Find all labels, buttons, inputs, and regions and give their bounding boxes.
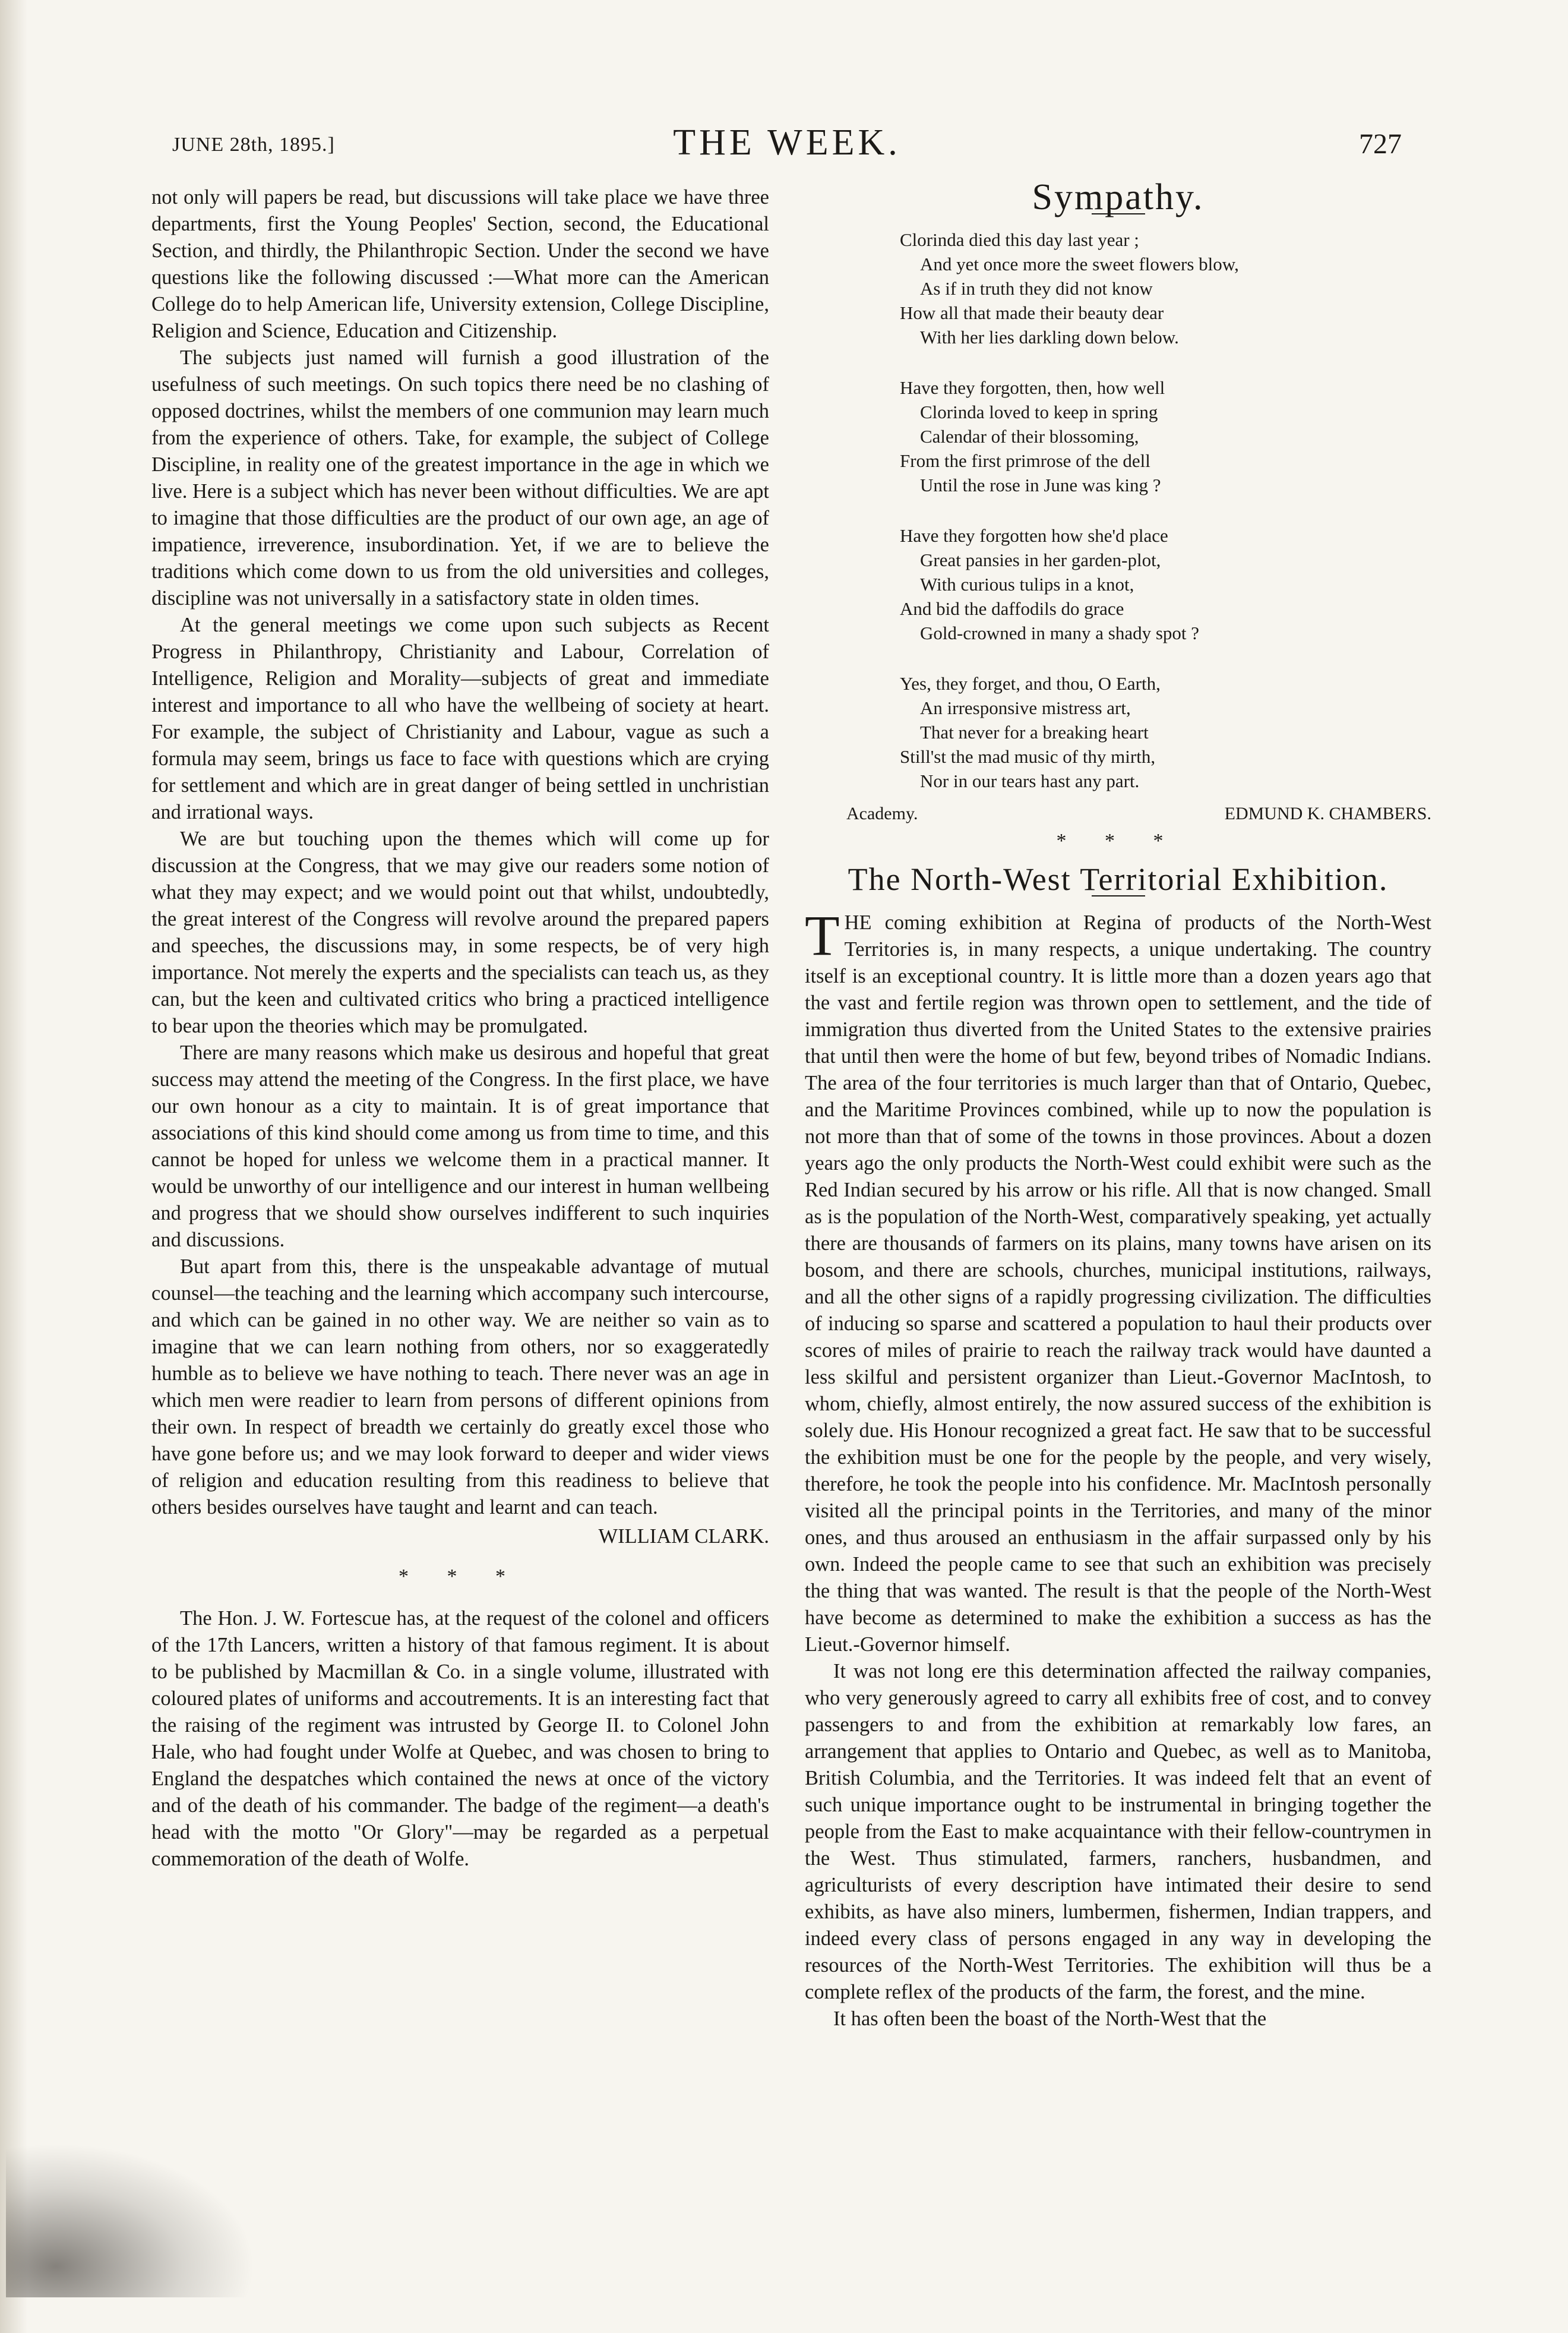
paragraph: We are but touching upon the themes which will come up for discussion at the Congress, that we may give our readers some notion of what they may expect; and we would point out that whilst, undoubtedly, the great interest of the Congress will revolve around the prepared papers and speeches, the discussions may, in some respects, be of very high importance. Not merely the experts and the specialists can teach us, as they can, but the keen and cultivated critics who bring a practiced intelligence to bear upon the theories which may be promulgated. bbox=[151, 828, 769, 1037]
issue-date: JUNE 28th, 1895.] bbox=[172, 134, 335, 156]
paragraph: At the general meetings we come upon such subjects as Recent Progress in Philanthropy, Christianity and Labour, Correlation of Intelligence, Religion and Morality—subjects of great and immediate interest and importance to all who have the wellbeing of society at heart. For example, the subject of Christianity and Labour, vague as such a formula may seem, brings us face to face with questions which are crying for settlement and which are in great danger of being settled in unchristian and irrational ways. bbox=[151, 614, 769, 823]
poem-line: From the first primrose of the dell bbox=[900, 450, 1150, 471]
paragraph: But apart from this, there is the unspeakable advantage of mutual counsel—the teaching and the learning which accompany such intercourse, and which can be gained in no other way. We are neither so vain as to imagine that we can learn nothing from others, nor so exaggeratedly humble as to believe we have nothing to teach. There never was an age in which men were readier to learn from persons of different opinions from their own. In respect of breadth we certainly do greatly excel those who have gone before us; and we may look forward to deeper and wider views of religion and education resulting from this readiness to believe that others besides ourselves have taught and learnt and can teach. bbox=[151, 1255, 769, 1518]
poem-line: With curious tulips in a knot, bbox=[920, 574, 1134, 595]
poem-line: Have they forgotten how she'd place bbox=[900, 525, 1168, 546]
section-separator: * * * bbox=[399, 1565, 522, 1587]
poem-line: Gold-crowned in many a shady spot ? bbox=[920, 623, 1200, 643]
poem-line: Until the rose in June was king ? bbox=[920, 475, 1161, 495]
article-first-paragraph bbox=[805, 904, 1431, 1658]
running-header bbox=[172, 122, 1402, 169]
first-paragraph-text: HE coming exhibition at Regina of products of the North-West Territories is, in many respects, a unique undertaking. The country itself is an exceptional country. It is little more than a dozen years ago that the vast and fertile region was thrown open to settlement, and the tide of immigration thus diverted from the United States to the extensive prairies that until then were the home of but few, beyond tribes of Nomadic Indians. The area of the four territories is much larger than that of Ontario, Quebec, and the Maritime Provinces combined, while up to now the population is not more than that of some of the towns in those provinces. About a dozen years ago the only products the North-West could exhibit were such as the Red Indian secured by his arrow or his rifle. All that is now changed. Small as is the population of the North-West, comparatively speaking, yet actually there are thousands of farmers on its plains, many towns have arisen on its bosom, and there are schools, churches, municipal institutions, railways, and all the other signs of a rapidly progressing civilization. The difficulties of inducing so sparse and scattered a population to haul their products over scores of miles of prairie to reach the railway track would have daunted a less skilful and persistent organizer than Lieut.-Governor MacIntosh, to whom, chiefly, almost entirely, the now assured success of the exhibition is solely due. His Honour recognized a great fact. He saw that to be successful the exhibition must be one for the people by the people, and very wisely, therefore, he took the people into his confidence. Mr. MacIntosh personally visited all the principal points in the Territories, and many of the minor ones, and thus aroused an enthusiasm in the affair surpassed only by his own. Indeed the people came to see that such an exhibition was precisely the thing that was wanted. The result is that the people of the North-West have become as determined to make the exhibition a success as has the Lieut.-Governor himself. bbox=[805, 911, 1431, 1656]
poem-line: How all that made their beauty dear bbox=[900, 302, 1164, 323]
paragraph: The subjects just named will furnish a good illustration of the usefulness of such meetings. On such topics there need be no clashing of opposed doctrines, whilst the members of one communion may learn much from the experience of others. Take, for example, the subject of College Discipline, in reality one of the greatest importance in the age in which we live. Here is a subject which has never been without difficulties. We are apt to imagine that those difficulties are the product of our own age, an age of impatience, irreverence, insubordination. Yet, if we are to believe the traditions which come down to us from the old universities and colleges, discipline was not universally in a satisfactory state in olden times. bbox=[151, 346, 769, 610]
poem-body bbox=[900, 228, 1431, 793]
ink-smudge bbox=[6, 2143, 255, 2297]
drop-cap: T bbox=[805, 904, 840, 967]
section-separator: * * * bbox=[1056, 830, 1180, 852]
poem-stanza bbox=[900, 671, 1431, 793]
publication-title: THE WEEK. bbox=[673, 122, 901, 163]
poem-title: Sympathy. bbox=[1032, 177, 1205, 217]
poem-stanza bbox=[900, 523, 1431, 645]
poem-line: And yet once more the sweet flowers blow, bbox=[920, 254, 1239, 274]
poem-line: And bid the daffodils do grace bbox=[900, 598, 1124, 619]
right-column bbox=[805, 177, 1431, 2032]
page-number: 727 bbox=[1359, 128, 1402, 160]
poem-line: Have they forgotten, then, how well bbox=[900, 377, 1165, 398]
poem-line: Calendar of their blossoming, bbox=[920, 426, 1139, 447]
poem-line: Great pansies in her garden-plot, bbox=[920, 550, 1161, 570]
poem-line: Clorinda loved to keep in spring bbox=[920, 402, 1158, 422]
poem-line: Nor in our tears hast any part. bbox=[920, 771, 1140, 791]
paragraph: not only will papers be read, but discussions will take place we have three departments, first the Young Peoples' Section, second, the Educational Section, and thirdly, the Philanthropic Section. Under the second we have questions like the following discussed :—What more can the American College do to help American life, University extension, College Discipline, Religion and Science, Education and Citizenship. bbox=[151, 186, 769, 342]
paragraph: It was not long ere this determination affected the railway companies, who very generously agreed to carry all exhibits free of cost, and to convey passengers to and from the exhibition at remarkably low fares, an arrangement that applies to Ontario and Quebec, as well as to Manitoba, British Columbia, and the Territories. It was indeed felt that an event of such unique importance ought to be instrumental in bringing together the people from the East to make acquaintance with their fellow-countrymen in the West. Thus stimulated, farmers, ranchers, husbandmen, and agriculturists of every description have intimated their desire to send exhibits, as have also miners, lumbermen, fishermen, Indian trappers, and indeed every class of persons engaged in any way in developing the resources of the North-West Territories. The exhibition will thus be a complete reflex of the products of the farm, the forest, and the mine. bbox=[805, 1660, 1431, 2003]
source-publication: Academy. bbox=[846, 804, 918, 823]
poem-line: As if in truth they did not know bbox=[920, 278, 1153, 299]
page-edge-shadow bbox=[0, 0, 27, 2333]
poem-line: Still'st the mad music of thy mirth, bbox=[900, 746, 1156, 767]
paragraph: It has often been the boast of the North-West that the bbox=[833, 2007, 1267, 2030]
poem-line: An irresponsive mistress art, bbox=[920, 697, 1131, 718]
fortescue-paragraph: The Hon. J. W. Fortescue has, at the request of the colonel and officers of the 17th Lancers, written a history of that famous regiment. It is about to be published by Macmillan & Co. in a single volume, illustrated with coloured plates of uniforms and accoutrements. It is an interesting fact that the raising of the regiment was intrusted by George II. to Colonel John Hale, who had fought under Wolfe at Quebec, and was chosen to bring to England the despatches which contained the news at once of the victory and of the death of his commander. The badge of the regiment—a death's head with the motto "Or Glory"—may be regarded as a perpetual commemoration of the death of Wolfe. bbox=[151, 1607, 769, 1870]
poem-stanza bbox=[900, 228, 1431, 349]
poem-line: With her lies darkling down below. bbox=[920, 327, 1179, 348]
poem-line: Yes, they forget, and thou, O Earth, bbox=[900, 673, 1161, 694]
poem-line: That never for a breaking heart bbox=[920, 722, 1149, 743]
poem-attribution bbox=[846, 800, 1431, 824]
poem-line: Clorinda died this day last year ; bbox=[900, 229, 1139, 250]
article-title: The North-West Territorial Exhibition. bbox=[848, 861, 1389, 897]
poem-stanza bbox=[900, 375, 1431, 497]
poem-author: EDMUND K. CHAMBERS. bbox=[1224, 804, 1431, 823]
paragraph: There are many reasons which make us desirous and hopeful that great success may attend the meeting of the Congress. In the first place, we have our own honour as a city to maintain. It is of great importance that associations of this kind should come among us from time to time, and this cannot be hoped for unless we welcome them in a practical manner. It would be unworthy of our intelligence and our interest in human wellbeing and progress that we should show ourselves indifferent to such inquiries and discussions. bbox=[151, 1041, 769, 1251]
article-signature: WILLIAM CLARK. bbox=[598, 1525, 769, 1548]
left-column bbox=[151, 184, 769, 1873]
